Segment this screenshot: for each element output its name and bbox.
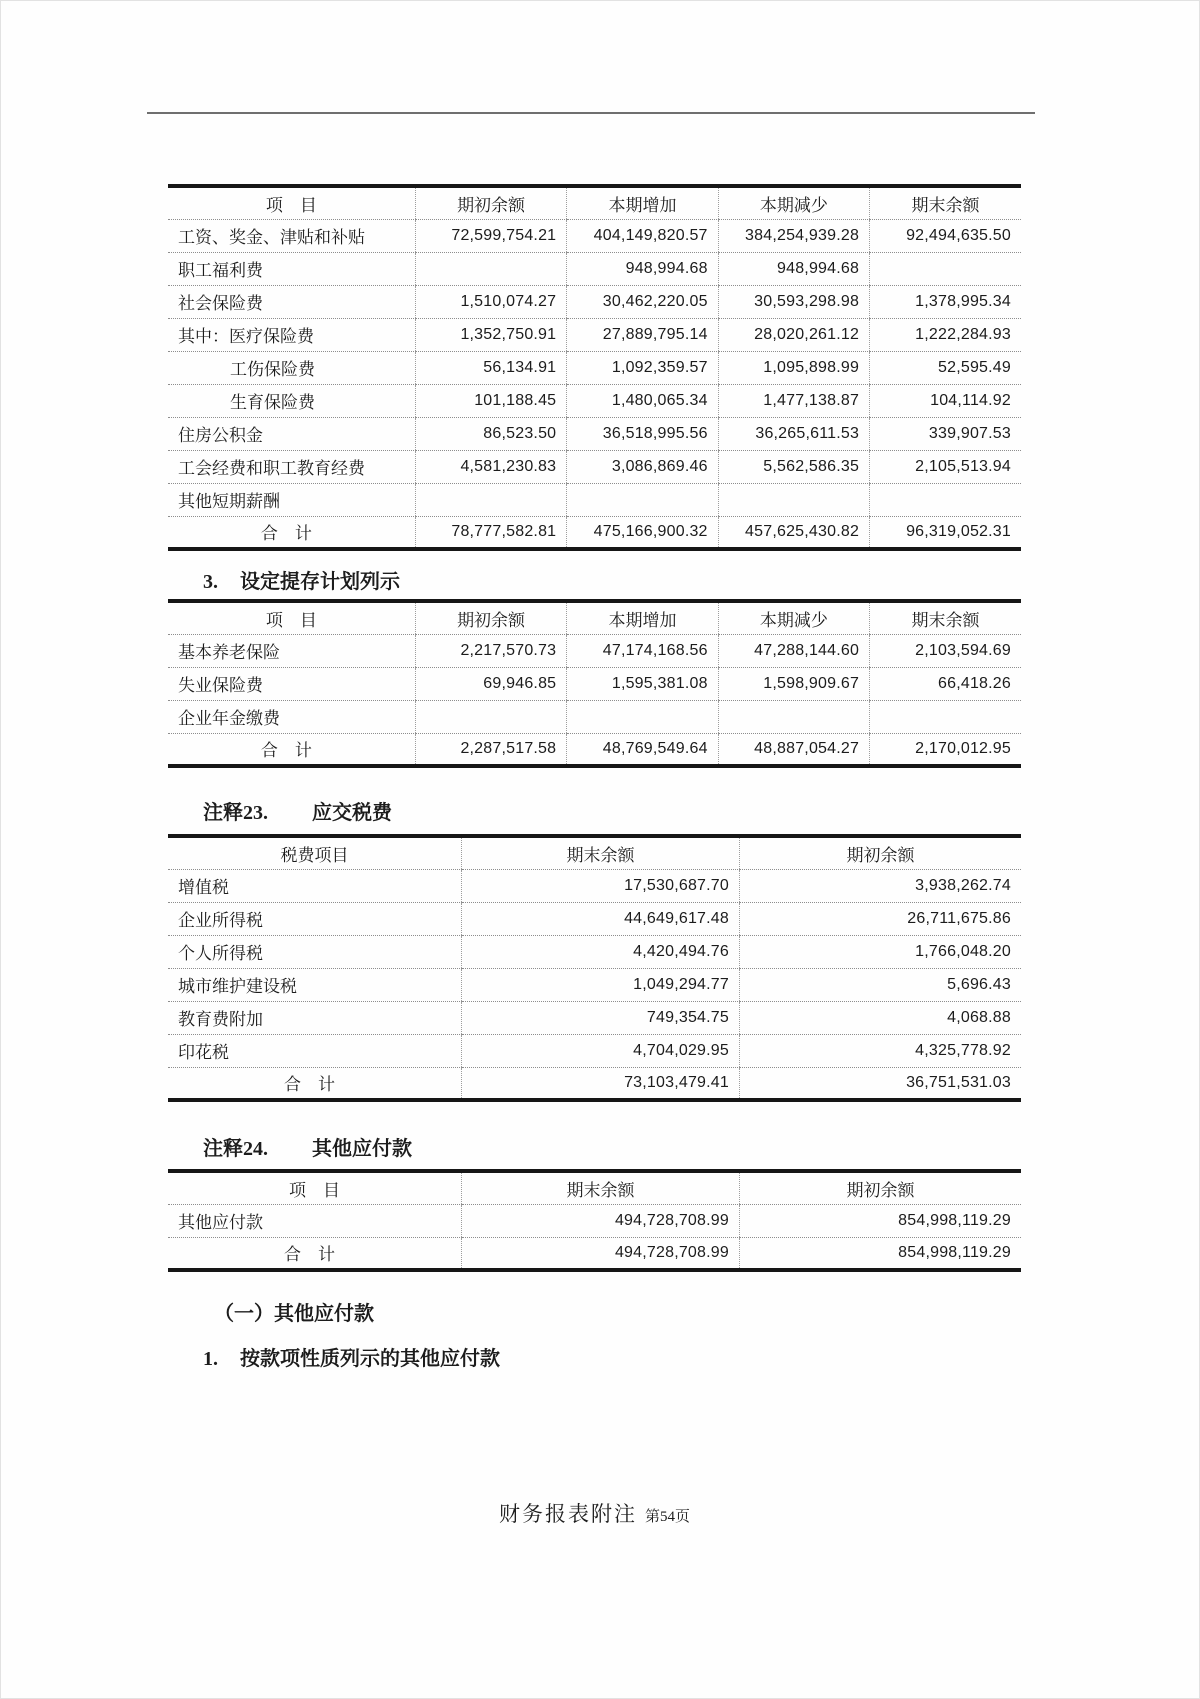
row-label: 合 计 [260,524,312,544]
cell-value: 86,523.50 [415,417,566,450]
cell-value: 36,265,611.53 [718,417,869,450]
column-header: 期初余额 [415,601,566,634]
cell-value [567,700,718,733]
cell-value: 5,696.43 [739,968,1021,1001]
column-header: 本期增加 [567,601,718,634]
table-row [168,902,1021,935]
row-label: 失业保险费 [168,667,415,700]
cell-value: 3,938,262.74 [739,869,1021,902]
cell-value: 1,598,909.67 [718,667,869,700]
cell-value: 854,998,119.29 [739,1237,1021,1270]
footer-page-number: 第54页 [644,1509,690,1525]
page-footer [168,1498,1021,1528]
column-header: 期末余额 [461,1171,739,1204]
note-title: 其他应付款 [312,1138,412,1160]
note-title: 应交税费 [312,802,392,824]
section-heading-defined-contribution [203,565,400,594]
total-row [168,733,1021,766]
other-payables-table [168,1169,1021,1272]
cell-value: 948,994.68 [567,252,718,285]
cell-value: 101,188.45 [415,384,566,417]
column-header: 期初余额 [415,186,566,219]
cell-value: 17,530,687.70 [461,869,739,902]
row-label: 其他应付款 [168,1204,461,1237]
cell-value: 4,068.88 [739,1001,1021,1034]
cell-value: 404,149,820.57 [567,219,718,252]
header-row [168,836,1021,869]
row-label: 增值税 [168,869,461,902]
cell-value: 854,998,119.29 [739,1204,1021,1237]
cell-value: 48,769,549.64 [567,733,718,766]
column-header: 期初余额 [739,836,1021,869]
cell-value: 1,510,074.27 [415,285,566,318]
table-row [168,1204,1021,1237]
cell-value: 4,420,494.76 [461,935,739,968]
table-row [168,384,1021,417]
cell-value: 1,378,995.34 [870,285,1021,318]
table-row [168,869,1021,902]
employee-compensation-table [168,184,1021,551]
cell-value: 73,103,479.41 [461,1067,739,1100]
cell-value: 2,103,594.69 [870,634,1021,667]
row-label: 合 计 [283,1245,335,1265]
table-row [168,667,1021,700]
table-row [168,483,1021,516]
cell-value [718,700,869,733]
note-heading-other-payables [203,1132,412,1161]
cell-value: 28,020,261.12 [718,318,869,351]
cell-value: 1,222,284.93 [870,318,1021,351]
column-header: 期末余额 [870,601,1021,634]
table-row [168,417,1021,450]
cell-value: 48,887,054.27 [718,733,869,766]
total-row [168,1237,1021,1270]
section-title: 设定提存计划列示 [240,571,400,593]
cell-value: 1,352,750.91 [415,318,566,351]
table-row [168,935,1021,968]
row-label: 基本养老保险 [168,634,415,667]
row-label: 合 计 [283,1075,335,1095]
table-row [168,252,1021,285]
cell-value: 494,728,708.99 [461,1204,739,1237]
cell-value: 2,287,517.58 [415,733,566,766]
cell-value: 5,562,586.35 [718,450,869,483]
sub-heading-other-payables [214,1297,374,1326]
cell-value: 56,134.91 [415,351,566,384]
table-row [168,285,1021,318]
header-row [168,1171,1021,1204]
cell-value: 47,174,168.56 [567,634,718,667]
row-label: 企业所得税 [168,902,461,935]
cell-value: 1,477,138.87 [718,384,869,417]
cell-value: 3,086,869.46 [567,450,718,483]
cell-value: 104,114.92 [870,384,1021,417]
row-label: 企业年金缴费 [168,700,415,733]
row-label: 个人所得税 [168,935,461,968]
taxes-payable-table [168,834,1021,1102]
table-row [168,351,1021,384]
table-row [168,450,1021,483]
table-row [168,318,1021,351]
row-label: 工资、奖金、津贴和补贴 [168,219,415,252]
defined-contribution-table [168,599,1021,768]
cell-value: 96,319,052.31 [870,516,1021,549]
cell-value: 948,994.68 [718,252,869,285]
row-label: 教育费附加 [168,1001,461,1034]
item-text: 按款项性质列示的其他应付款 [240,1348,500,1370]
cell-value: 1,766,048.20 [739,935,1021,968]
header-rule [147,112,1035,114]
cell-value: 4,581,230.83 [415,450,566,483]
cell-value: 27,889,795.14 [567,318,718,351]
cell-value: 72,599,754.21 [415,219,566,252]
column-header: 期末余额 [461,836,739,869]
table-row [168,1034,1021,1067]
cell-value: 36,751,531.03 [739,1067,1021,1100]
row-label: 印花税 [168,1034,461,1067]
row-label: 其中：医疗保险费 [168,318,415,351]
header-row [168,601,1021,634]
sub-heading-by-nature [203,1342,500,1371]
cell-value: 2,217,570.73 [415,634,566,667]
row-label: 生育保险费 [168,384,415,417]
cell-value: 44,649,617.48 [461,902,739,935]
cell-value: 4,325,778.92 [739,1034,1021,1067]
cell-value: 1,049,294.77 [461,968,739,1001]
row-label: 城市维护建设税 [168,968,461,1001]
column-header: 项 目 [168,186,415,219]
row-label: 工会经费和职工教育经费 [168,450,415,483]
cell-value: 78,777,582.81 [415,516,566,549]
cell-value [870,700,1021,733]
row-label: 合 计 [260,741,312,761]
cell-value: 749,354.75 [461,1001,739,1034]
item-number: 1. [203,1348,218,1370]
row-label: 其他短期薪酬 [168,483,415,516]
cell-value [415,483,566,516]
row-label: 职工福利费 [168,252,415,285]
cell-value: 339,907.53 [870,417,1021,450]
cell-value [567,483,718,516]
header-row [168,186,1021,219]
note-number: 注释24. [203,1138,268,1160]
cell-value: 475,166,900.32 [567,516,718,549]
cell-value [870,483,1021,516]
cell-value: 1,092,359.57 [567,351,718,384]
cell-value [415,700,566,733]
cell-value: 66,418.26 [870,667,1021,700]
cell-value: 2,170,012.95 [870,733,1021,766]
column-header: 本期减少 [718,601,869,634]
table-row [168,700,1021,733]
cell-value: 36,518,995.56 [567,417,718,450]
cell-value: 69,946.85 [415,667,566,700]
cell-value: 30,462,220.05 [567,285,718,318]
cell-value: 1,480,065.34 [567,384,718,417]
cell-value [718,483,869,516]
column-header: 项 目 [168,1171,461,1204]
sub-heading-text: （一）其他应付款 [214,1303,374,1325]
row-label: 工伤保险费 [168,351,415,384]
cell-value: 47,288,144.60 [718,634,869,667]
column-header: 项 目 [168,601,415,634]
cell-value: 494,728,708.99 [461,1237,739,1270]
cell-value: 92,494,635.50 [870,219,1021,252]
row-label: 住房公积金 [168,417,415,450]
section-number: 3. [203,571,218,593]
cell-value: 30,593,298.98 [718,285,869,318]
cell-value: 384,254,939.28 [718,219,869,252]
table-row [168,634,1021,667]
cell-value: 2,105,513.94 [870,450,1021,483]
table-row [168,1001,1021,1034]
table-row [168,219,1021,252]
cell-value: 4,704,029.95 [461,1034,739,1067]
column-header: 本期减少 [718,186,869,219]
column-header: 税费项目 [168,836,461,869]
note-heading-taxes-payable [203,796,392,825]
cell-value: 457,625,430.82 [718,516,869,549]
footer-title: 财务报表附注 [498,1502,637,1526]
table-row [168,968,1021,1001]
cell-value: 1,595,381.08 [567,667,718,700]
column-header: 期末余额 [870,186,1021,219]
cell-value: 26,711,675.86 [739,902,1021,935]
total-row [168,516,1021,549]
cell-value: 52,595.49 [870,351,1021,384]
column-header: 本期增加 [567,186,718,219]
column-header: 期初余额 [739,1171,1021,1204]
cell-value [415,252,566,285]
total-row [168,1067,1021,1100]
note-number: 注释23. [203,802,268,824]
cell-value: 1,095,898.99 [718,351,869,384]
cell-value [870,252,1021,285]
row-label: 社会保险费 [168,285,415,318]
